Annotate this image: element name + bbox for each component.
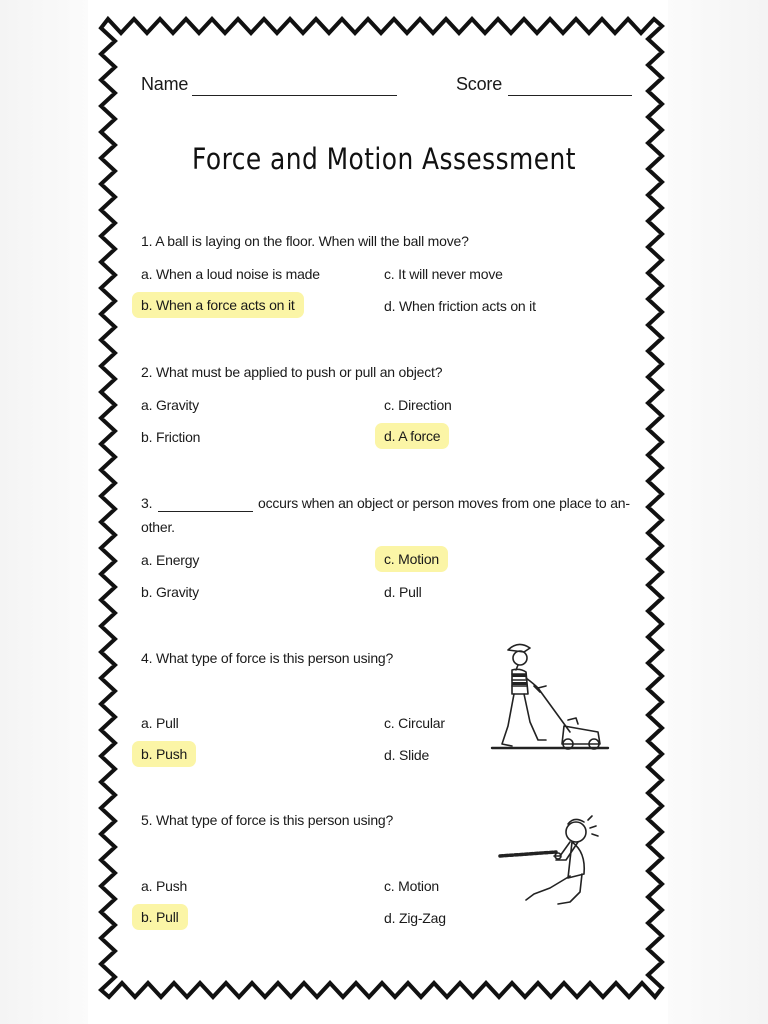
q5-option-d[interactable]: d. Zig-Zag [384, 910, 446, 926]
q5-option-c[interactable]: c. Motion [384, 878, 439, 894]
score-label: Score [456, 74, 503, 94]
q3-option-c-highlighted[interactable]: c. Motion [375, 546, 448, 572]
q2-option-d-highlighted[interactable]: d. A force [375, 423, 449, 449]
question-3-number: 3. [141, 495, 153, 511]
q5-option-a[interactable]: a. Push [141, 878, 188, 894]
q2-option-b[interactable]: b. Friction [141, 429, 201, 445]
q1-option-d[interactable]: d. When friction acts on it [384, 298, 536, 314]
score-field[interactable] [508, 95, 632, 96]
question-1-prompt: 1. A ball is laying on the floor. When will the ball move? [141, 233, 469, 249]
question-5-prompt: 5. What type of force is this person using? [141, 812, 394, 828]
q3-option-b[interactable]: b. Gravity [141, 584, 199, 600]
q4-option-a[interactable]: a. Pull [141, 715, 179, 731]
q2-option-c[interactable]: c. Direction [384, 397, 452, 413]
q1-option-b-highlighted[interactable]: b. When a force acts on it [132, 292, 304, 318]
person-pushing-lawnmower-icon [490, 636, 610, 754]
q5-option-b-highlighted[interactable]: b. Pull [132, 904, 188, 930]
worksheet-title: Force and Motion Assessment [192, 142, 576, 176]
q2-option-a[interactable]: a. Gravity [141, 397, 199, 413]
q3-option-a[interactable]: a. Energy [141, 552, 200, 568]
question-4-prompt: 4. What type of force is this person using? [141, 650, 394, 666]
person-pulling-rope-icon [498, 812, 610, 916]
q4-option-d[interactable]: d. Slide [384, 747, 430, 763]
name-field[interactable] [192, 95, 397, 96]
question-3-prompt-continued: other. [141, 519, 175, 535]
question-3-blank[interactable] [158, 511, 253, 512]
q4-option-b-highlighted[interactable]: b. Push [132, 741, 196, 767]
question-2-prompt: 2. What must be applied to push or pull an object? [141, 364, 443, 380]
q1-option-c[interactable]: c. It will never move [384, 266, 503, 282]
q4-option-c[interactable]: c. Circular [384, 715, 445, 731]
name-label: Name [141, 74, 189, 94]
question-3-prompt: occurs when an object or person moves from one place to an- [258, 495, 630, 511]
q3-option-d[interactable]: d. Pull [384, 584, 422, 600]
q1-option-a[interactable]: a. When a loud noise is made [141, 266, 320, 282]
